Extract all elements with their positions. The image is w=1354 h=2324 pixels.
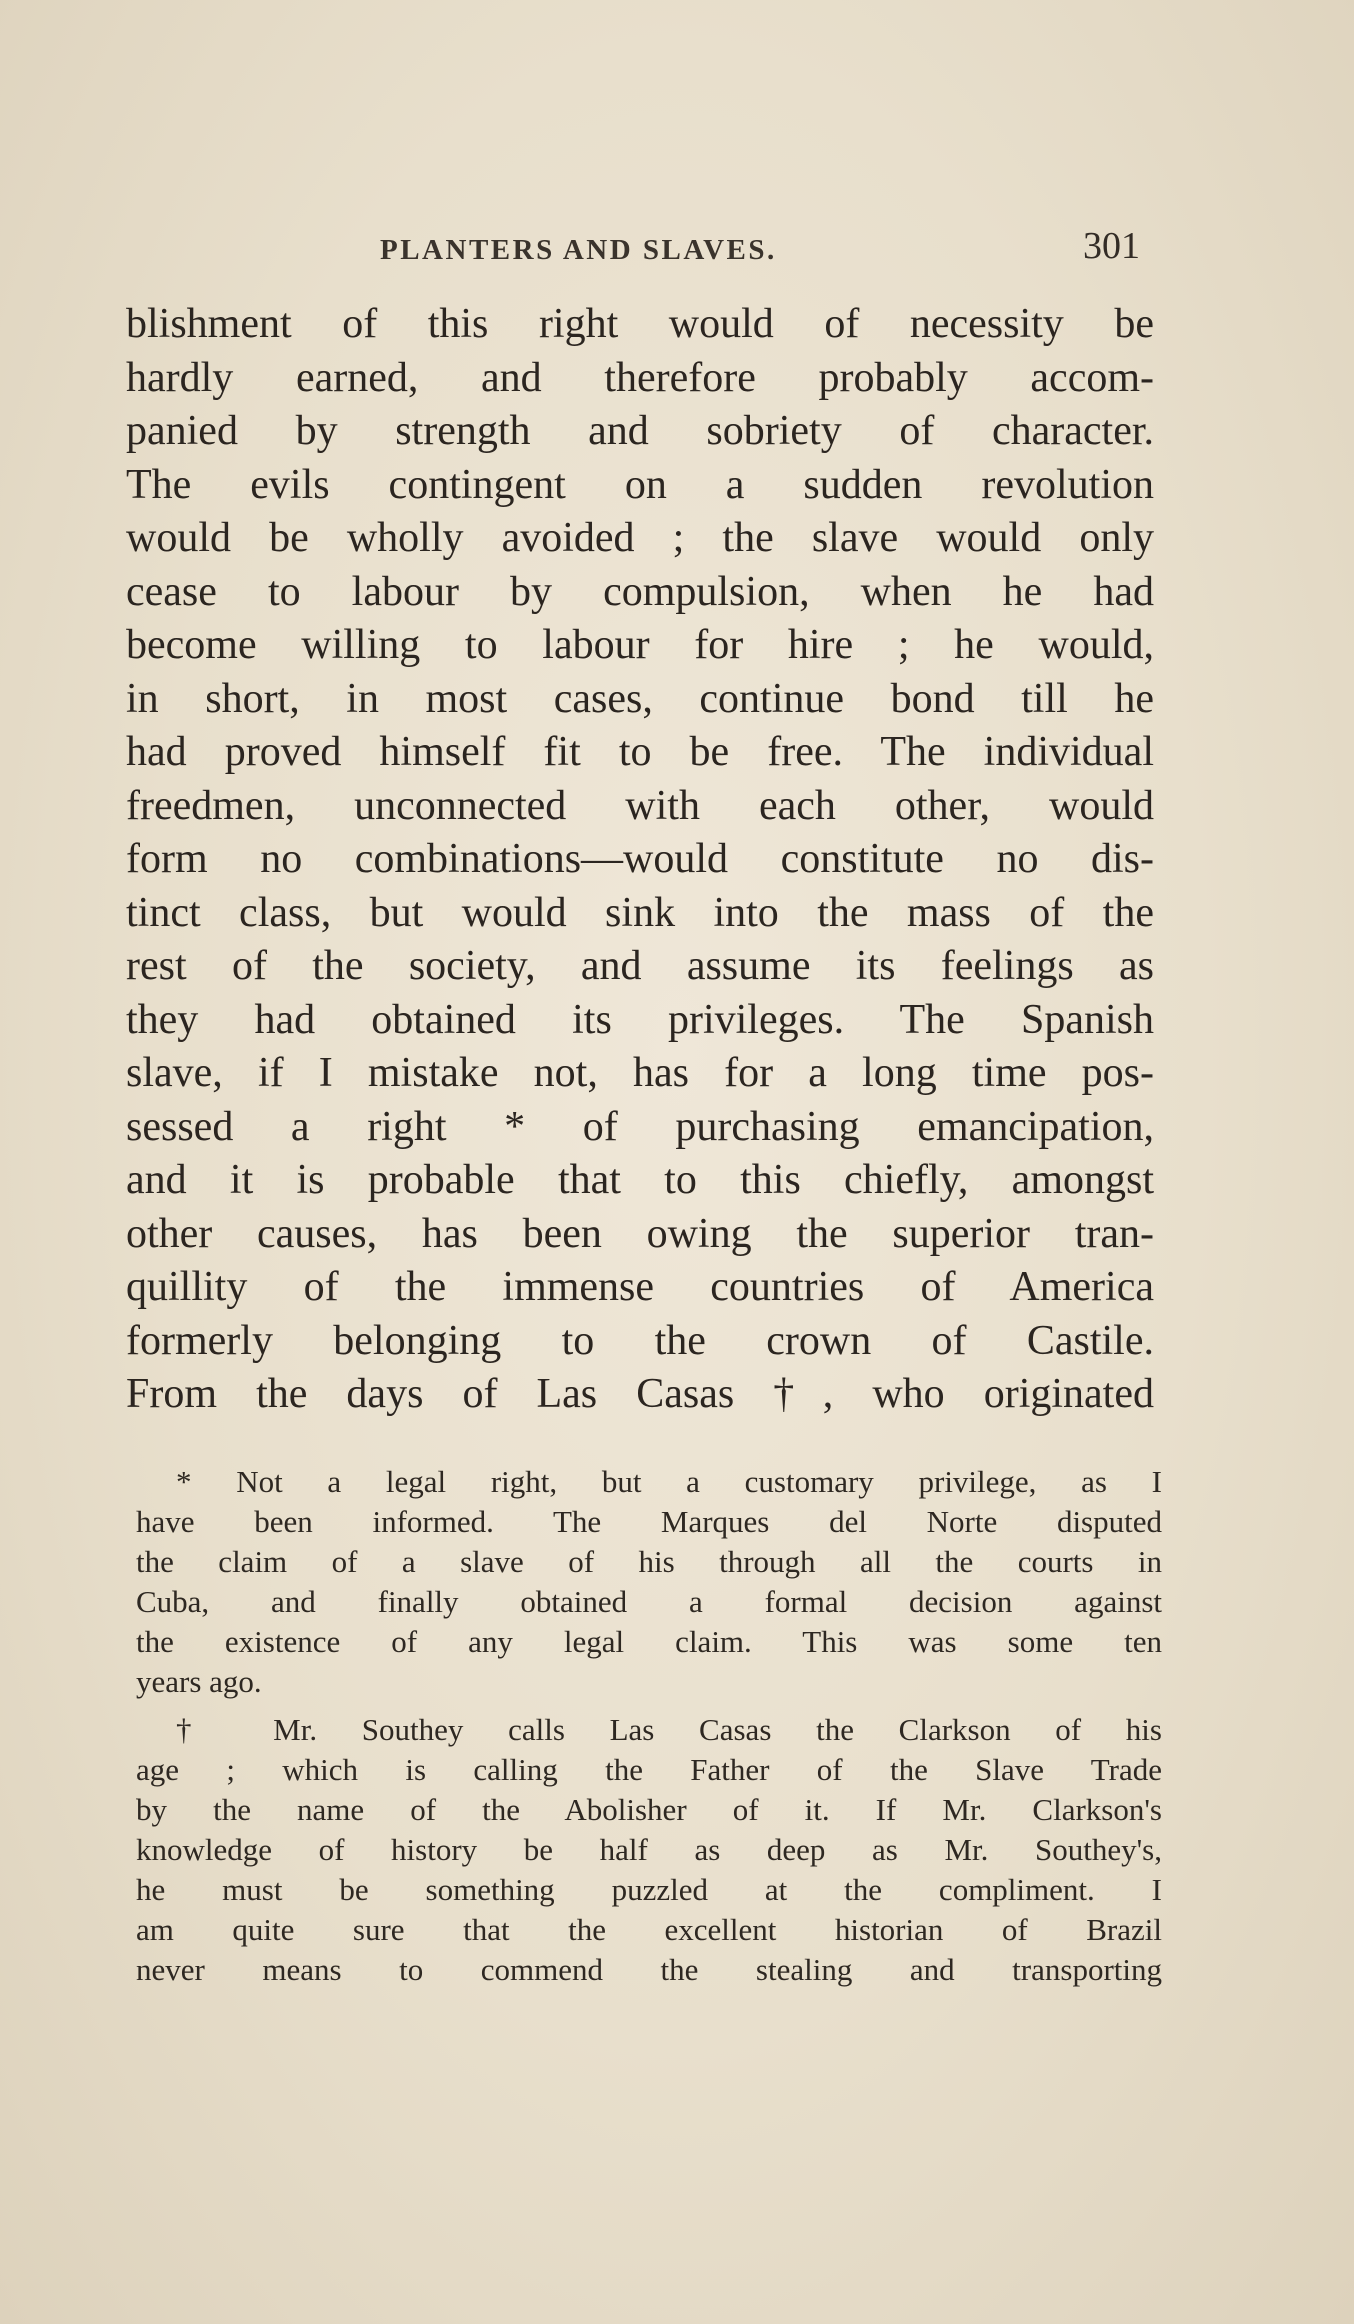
body-line: formerly belonging to the crown of Castile.	[126, 1317, 1154, 1364]
body-line: rest of the society, and assume its feelings as	[126, 943, 1154, 989]
running-head: PLANTERS AND SLAVES.	[380, 234, 777, 266]
body-line: hardly earned, and therefore probably accom-	[126, 354, 1154, 401]
body-line: blishment of this right would of necessity be	[126, 301, 1154, 347]
footnote-line: never means to commend the stealing and transporting	[136, 1952, 1162, 1987]
footnote-line: * Not a legal right, but a customary privilege, as I	[176, 1464, 1162, 1499]
footnote-line: by the name of the Abolisher of it. If Mr. Clarkson's	[136, 1792, 1162, 1827]
body-line: slave, if I mistake not, has for a long time pos-	[126, 1050, 1154, 1096]
body-line: form no combinations—would constitute no dis-	[126, 836, 1154, 882]
footnote-line: Cuba, and finally obtained a formal decision against	[136, 1584, 1162, 1619]
body-line: other causes, has been owing the superior tran-	[126, 1210, 1154, 1257]
footnote-line: years ago.	[136, 1664, 262, 1699]
body-line: panied by strength and sobriety of character.	[126, 408, 1154, 454]
footnote-line: the existence of any legal claim. This was some ten	[136, 1624, 1162, 1659]
footnote-line: have been informed. The Marques del Norte disputed	[136, 1504, 1162, 1539]
page-header	[126, 222, 1140, 282]
footnote-2	[136, 1710, 1162, 1990]
body-line: become willing to labour for hire ; he would,	[126, 622, 1154, 668]
body-line: The evils contingent on a sudden revolution	[126, 461, 1154, 508]
footnote-line: † Mr. Southey calls Las Casas the Clarkson of his	[176, 1712, 1162, 1747]
footnote-spacer	[136, 1702, 1162, 1710]
footnote-line: knowledge of history be half as deep as Mr. Southey's,	[136, 1832, 1162, 1867]
body-line: had proved himself fit to be free. The individual	[126, 729, 1154, 775]
body-line: would be wholly avoided ; the slave would only	[126, 515, 1154, 561]
footnote-line: he must be something puzzled at the compliment. I	[136, 1872, 1162, 1907]
body-line: freedmen, unconnected with each other, would	[126, 782, 1154, 829]
body-line: quillity of the immense countries of America	[126, 1264, 1154, 1310]
body-line: they had obtained its privileges. The Spanish	[126, 996, 1154, 1043]
footnote-line: am quite sure that the excellent historian of Brazil	[136, 1912, 1162, 1947]
page-number: 301	[1083, 225, 1140, 267]
body-line: From the days of Las Casas †, who originated	[126, 1371, 1154, 1417]
footnote-line: age ; which is calling the Father of the Slave Trade	[136, 1752, 1162, 1787]
body-line: cease to labour by compulsion, when he had	[126, 568, 1154, 615]
body-line: tinct class, but would sink into the mass of the	[126, 889, 1154, 936]
body-line: in short, in most cases, continue bond till he	[126, 675, 1154, 722]
body-line: sessed a right * of purchasing emancipation,	[126, 1103, 1154, 1150]
footnotes	[136, 1462, 1162, 1990]
footnote-1	[136, 1462, 1162, 1702]
footnote-line: the claim of a slave of his through all the courts in	[136, 1544, 1162, 1579]
body-text	[126, 298, 1154, 1422]
body-line: and it is probable that to this chiefly, amongst	[126, 1157, 1154, 1203]
